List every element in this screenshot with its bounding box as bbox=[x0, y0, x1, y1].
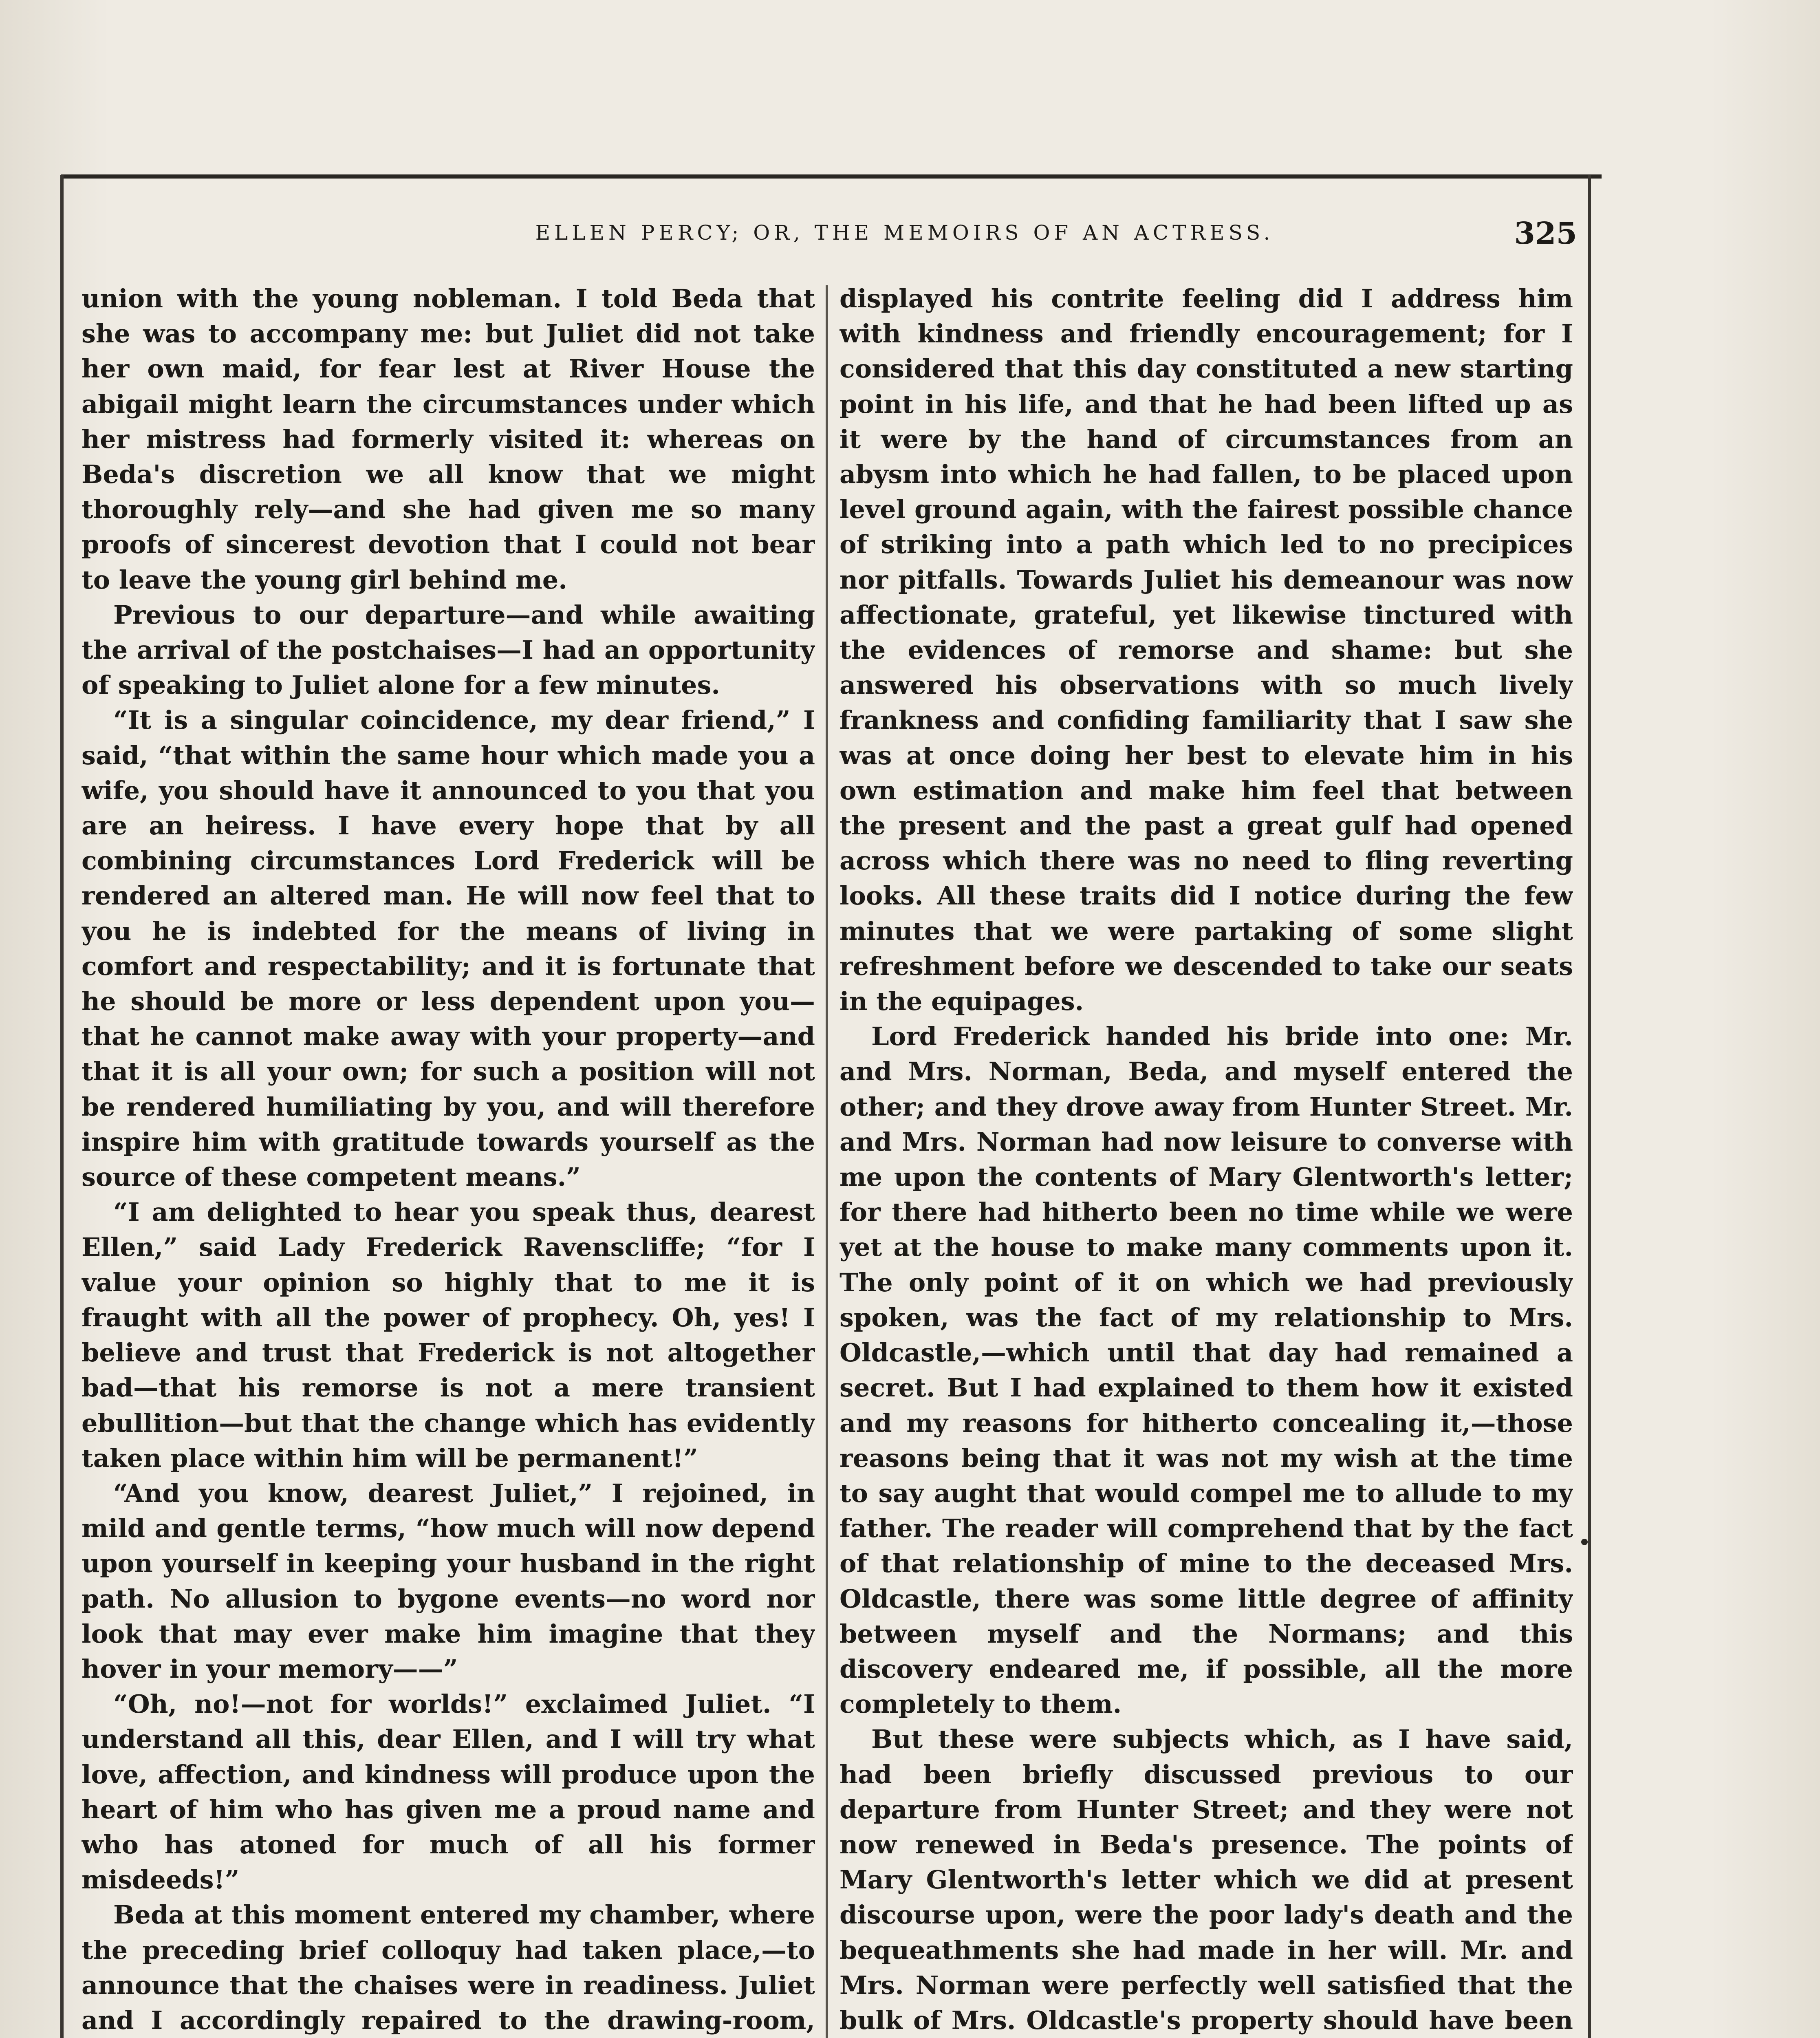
header-rule bbox=[61, 174, 1602, 179]
page-number: 325 bbox=[1514, 216, 1577, 251]
margin-dot bbox=[1581, 1539, 1588, 1545]
left-border-rule bbox=[60, 175, 64, 2038]
paragraph: union with the young nobleman. I told Beda that she was to accompany me: but Juliet did not take her own maid, for fear lest at River House the abigail might learn the circumstances under which her mistress had formerly visited it: whereas on Beda's discretion we all know that we might thoroughly rely—and she had given me so many proofs of sincerest devotion that I could not bear to leave the young girl behind me. bbox=[82, 284, 815, 595]
paragraph: But these were subjects which, as I have said, had been briefly discussed previous to our departure from Hunter Street; and they were not now renewed in Beda's presence. The points of Mary Glentworth's letter which we did at present discourse upon, were the poor lady's death and the bequeathments she had made in her will. Mr. and Mrs. Norman were perfectly well satisfied that the bulk of Mrs. Oldcastle's property should have been bbox=[839, 1724, 1573, 2035]
paragraph: “Oh, no!—not for worlds!” exclaimed Juliet. “I understand all this, dear Ellen, and I will try what love, affection, and kindness will produce upon the heart of him who has given me a proud name and who has atoned for much of all his former misdeeds!” bbox=[82, 1689, 815, 1895]
page-header bbox=[82, 212, 1581, 257]
paragraph: “It is a singular coincidence, my dear friend,” I said, “that within the same hour which made you a wife, you should have it announced to you that you are an heiress. I have every hope that by all combining circumstances Lord Frederick will be rendered an altered man. He will now feel that to you he is indebted for the means of living in comfort and respectability; and it is fortunate that he should be more or less dependent upon you—that he cannot make away with your property—and that it is all your own; for such a position will not be rendered humiliating by you, and will therefore inspire him with gratitude towards yourself as the source of these competent means.” bbox=[82, 705, 815, 1192]
right-column bbox=[839, 281, 1573, 2038]
paragraph: displayed his contrite feeling did I address him with kindness and friendly encouragement; for I considered that this day constituted a new starting point in his life, and that he had been lifted up as it were by the hand of circumstances from an abysm into which he had fallen, to be placed upon level ground again, with the fairest possible chance of striking into a path which led to no precipices nor pitfalls. Towards Juliet his demeanour was now affectionate, grateful, yet likewise tinctured with the evidences of remorse and shame: but she answered his observations with so much lively frankness and confiding familiarity that I saw she was at once doing her best to elevate him in his own estimation and make him feel that between the present and the past a great gulf had opened across which there was no need to fling reverting looks. All these traits did I notice during the few minutes that we were partaking of some slight refreshment before we descended to take our seats in the equipages. bbox=[839, 284, 1573, 1017]
paragraph: “I am delighted to hear you speak thus, dearest Ellen,” said Lady Frederick Ravenscliffe; “for I value your opinion so highly that to me it is fraught with all the power of prophecy. Oh, yes! I believe and trust that Frederick is not altogether bad—that his remorse is not a mere transient ebullition—but that the change which has evidently taken place within him will be permanent!” bbox=[82, 1197, 815, 1473]
paragraph: Beda at this moment entered my chamber, where the preceding brief colloquy had taken place,—to announce that the chaises were in readiness. Juliet and I accordingly repaired to the drawing-room, bbox=[82, 1900, 815, 2035]
paragraph: Previous to our departure—and while awaiting the arrival of the postchaises—I had an opportunity of speaking to Juliet alone for a few minutes. bbox=[82, 600, 815, 700]
paragraph: Lord Frederick handed his bride into one: Mr. and Mrs. Norman, Beda, and myself entered the other; and they drove away from Hunter Street. Mr. and Mrs. Norman had now leisure to converse with me upon the contents of Mary Glentworth's letter; for there had hitherto been no time while we were yet at the house to make many comments upon it. The only point of it on which we had previously spoken, was the fact of my relationship to Mrs. Oldcastle,—which until that day had remained a secret. But I had explained to them how it existed and my reasons for hitherto concealing it,—those reasons being that it was not my wish at the time to say aught that would compel me to allude to my father. The reader will comprehend that by the fact of that relationship of mine to the deceased Mrs. Oldcastle, there was some little degree of affinity between myself and the Normans; and this discovery endeared me, if possible, all the more completely to them. bbox=[839, 1021, 1573, 1719]
column-separator bbox=[826, 285, 828, 2038]
paragraph: “And you know, dearest Juliet,” I rejoined, in mild and gentle terms, “how much will now depend upon yourself in keeping your husband in the right path. No allusion to bygone events—no word nor look that may ever make him imagine that they hover in your memory——” bbox=[82, 1478, 815, 1684]
right-border-rule bbox=[1588, 175, 1591, 2038]
running-title: ELLEN PERCY; OR, THE MEMOIRS OF AN ACTRESS. bbox=[535, 221, 1274, 245]
left-column bbox=[82, 281, 815, 2038]
